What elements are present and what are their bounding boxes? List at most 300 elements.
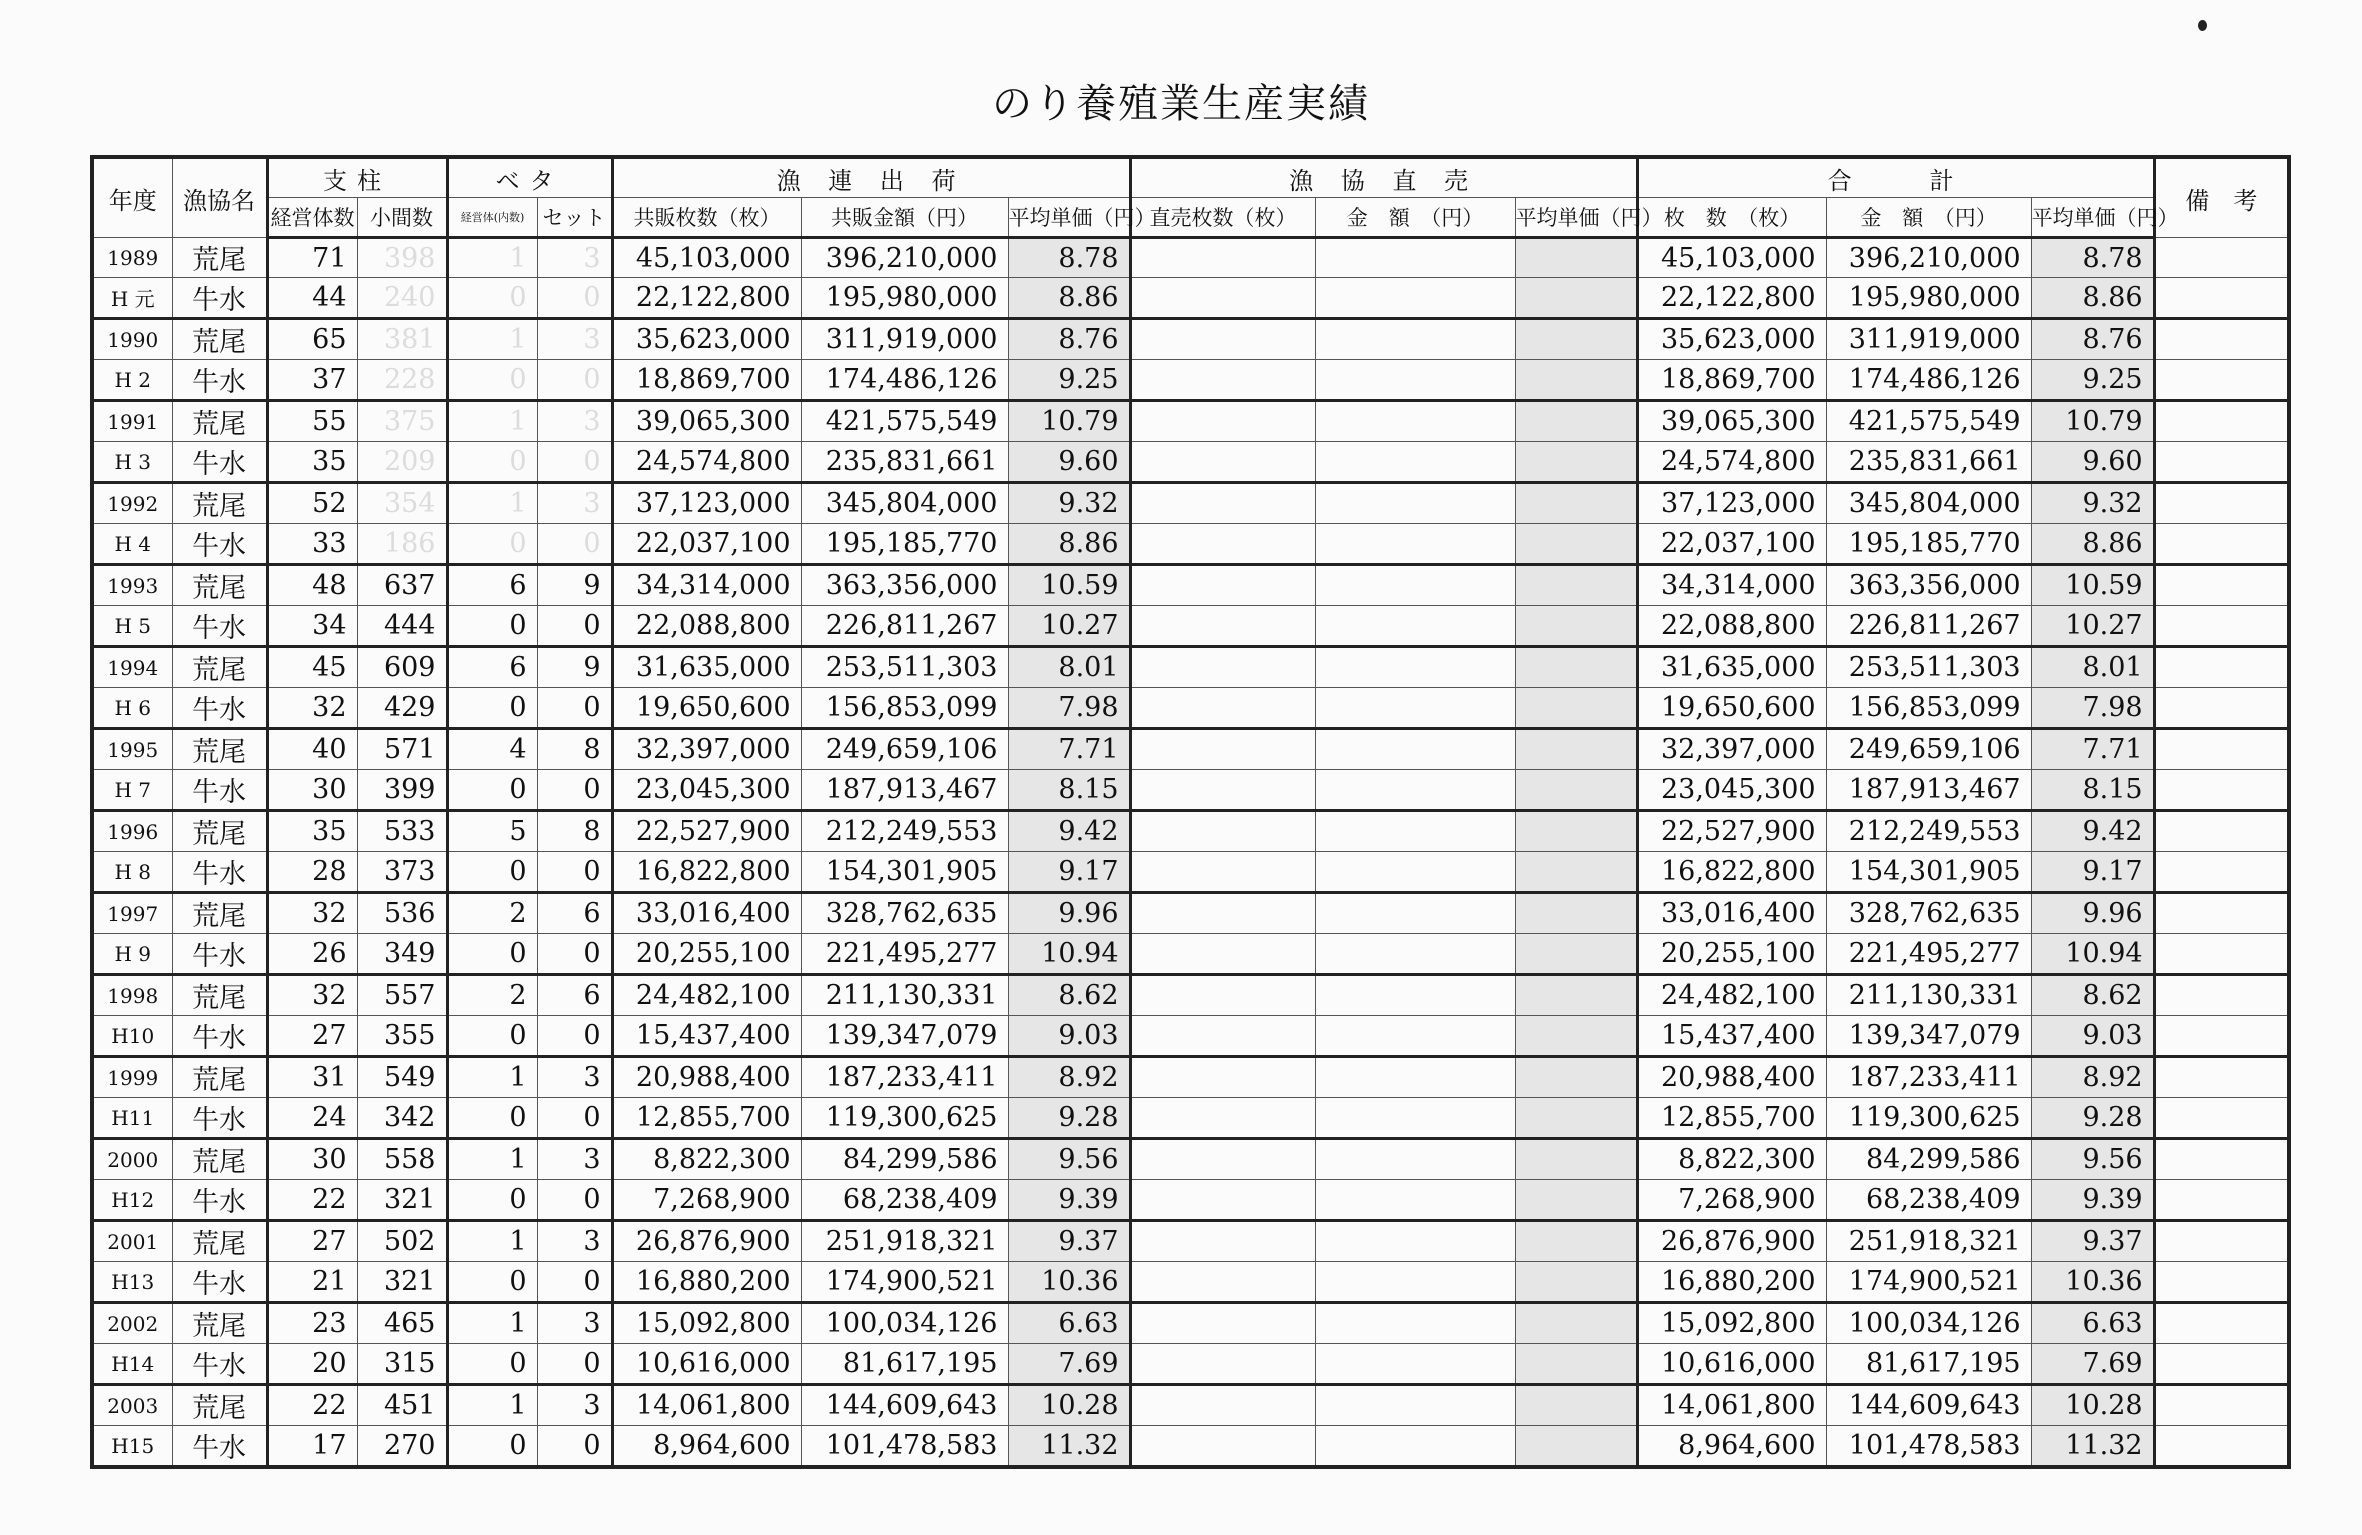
year-cell: H 4 xyxy=(92,524,172,565)
beta-count-cell: 0 xyxy=(447,1344,537,1385)
direct-amount-cell xyxy=(1315,606,1515,647)
beta-set-cell: 6 xyxy=(537,975,612,1016)
pillar-count-cell: 32 xyxy=(267,893,357,934)
pillar-koma-cell: 398 xyxy=(357,238,447,278)
direct-price-cell xyxy=(1515,1303,1637,1344)
gyoren-amount-cell: 212,249,553 xyxy=(801,811,1008,852)
pillar-count-cell: 30 xyxy=(267,1139,357,1180)
header-gyoren-sheets: 共販枚数（枚） xyxy=(612,198,801,238)
beta-set-cell: 3 xyxy=(537,1303,612,1344)
table-row xyxy=(92,1262,2289,1303)
beta-count-cell: 4 xyxy=(447,729,537,770)
gyoren-sheets-cell: 8,822,300 xyxy=(612,1139,801,1180)
table-row xyxy=(92,401,2289,442)
beta-count-cell: 5 xyxy=(447,811,537,852)
direct-sheets-cell xyxy=(1130,893,1315,934)
remarks-cell xyxy=(2154,442,2289,483)
gyoren-price-cell: 9.60 xyxy=(1008,442,1130,483)
year-cell: 1997 xyxy=(92,893,172,934)
header-gyoren: 漁 連 出 荷 xyxy=(612,157,1130,198)
beta-count-cell: 2 xyxy=(447,975,537,1016)
year-cell: H13 xyxy=(92,1262,172,1303)
pillar-count-cell: 35 xyxy=(267,811,357,852)
gyoren-sheets-cell: 22,527,900 xyxy=(612,811,801,852)
table-row xyxy=(92,811,2289,852)
total-amount-cell: 345,804,000 xyxy=(1826,483,2031,524)
pillar-count-cell: 35 xyxy=(267,442,357,483)
header-beta-count: 経営体(内数) xyxy=(447,198,537,238)
beta-count-cell: 0 xyxy=(447,852,537,893)
beta-set-cell: 3 xyxy=(537,483,612,524)
direct-sheets-cell xyxy=(1130,770,1315,811)
year-cell: 1993 xyxy=(92,565,172,606)
direct-sheets-cell xyxy=(1130,278,1315,319)
year-cell: 1995 xyxy=(92,729,172,770)
total-amount-cell: 253,511,303 xyxy=(1826,647,2031,688)
coop-cell: 荒尾 xyxy=(172,811,267,852)
remarks-cell xyxy=(2154,360,2289,401)
total-price-cell: 10.36 xyxy=(2031,1262,2154,1303)
remarks-cell xyxy=(2154,852,2289,893)
beta-count-cell: 1 xyxy=(447,238,537,278)
pillar-koma-cell: 609 xyxy=(357,647,447,688)
pillar-koma-cell: 549 xyxy=(357,1057,447,1098)
gyoren-price-cell: 9.39 xyxy=(1008,1180,1130,1221)
pillar-koma-cell: 321 xyxy=(357,1180,447,1221)
gyoren-price-cell: 10.28 xyxy=(1008,1385,1130,1426)
total-sheets-cell: 22,037,100 xyxy=(1637,524,1826,565)
gyoren-amount-cell: 221,495,277 xyxy=(801,934,1008,975)
beta-set-cell: 3 xyxy=(537,1385,612,1426)
pillar-koma-cell: 533 xyxy=(357,811,447,852)
pillar-koma-cell: 228 xyxy=(357,360,447,401)
total-sheets-cell: 20,988,400 xyxy=(1637,1057,1826,1098)
total-price-cell: 9.25 xyxy=(2031,360,2154,401)
total-amount-cell: 156,853,099 xyxy=(1826,688,2031,729)
total-price-cell: 9.39 xyxy=(2031,1180,2154,1221)
total-price-cell: 8.62 xyxy=(2031,975,2154,1016)
direct-sheets-cell xyxy=(1130,1262,1315,1303)
coop-cell: 牛水 xyxy=(172,278,267,319)
direct-sheets-cell xyxy=(1130,1385,1315,1426)
gyoren-price-cell: 9.25 xyxy=(1008,360,1130,401)
total-amount-cell: 363,356,000 xyxy=(1826,565,2031,606)
direct-amount-cell xyxy=(1315,1139,1515,1180)
gyoren-sheets-cell: 45,103,000 xyxy=(612,238,801,278)
total-price-cell: 8.15 xyxy=(2031,770,2154,811)
direct-price-cell xyxy=(1515,688,1637,729)
gyoren-price-cell: 9.96 xyxy=(1008,893,1130,934)
pillar-count-cell: 44 xyxy=(267,278,357,319)
total-sheets-cell: 10,616,000 xyxy=(1637,1344,1826,1385)
gyoren-price-cell: 11.32 xyxy=(1008,1426,1130,1468)
coop-cell: 荒尾 xyxy=(172,1139,267,1180)
gyoren-amount-cell: 100,034,126 xyxy=(801,1303,1008,1344)
header-coop: 漁協名 xyxy=(172,157,267,238)
direct-amount-cell xyxy=(1315,401,1515,442)
remarks-cell xyxy=(2154,1303,2289,1344)
total-sheets-cell: 7,268,900 xyxy=(1637,1180,1826,1221)
total-amount-cell: 101,478,583 xyxy=(1826,1426,2031,1468)
gyoren-price-cell: 9.32 xyxy=(1008,483,1130,524)
year-cell: H10 xyxy=(92,1016,172,1057)
beta-set-cell: 8 xyxy=(537,811,612,852)
year-cell: H 3 xyxy=(92,442,172,483)
header-beta: ベタ xyxy=(447,157,612,198)
total-sheets-cell: 16,822,800 xyxy=(1637,852,1826,893)
table-row xyxy=(92,1426,2289,1468)
coop-cell: 荒尾 xyxy=(172,483,267,524)
pillar-koma-cell: 373 xyxy=(357,852,447,893)
pillar-count-cell: 37 xyxy=(267,360,357,401)
beta-count-cell: 0 xyxy=(447,770,537,811)
year-cell: 1991 xyxy=(92,401,172,442)
direct-sheets-cell xyxy=(1130,1221,1315,1262)
header-direct: 漁 協 直 売 xyxy=(1130,157,1637,198)
remarks-cell xyxy=(2154,934,2289,975)
direct-amount-cell xyxy=(1315,483,1515,524)
pillar-count-cell: 52 xyxy=(267,483,357,524)
direct-price-cell xyxy=(1515,893,1637,934)
coop-cell: 荒尾 xyxy=(172,401,267,442)
gyoren-price-cell: 7.98 xyxy=(1008,688,1130,729)
beta-count-cell: 0 xyxy=(447,524,537,565)
gyoren-amount-cell: 187,913,467 xyxy=(801,770,1008,811)
pillar-count-cell: 32 xyxy=(267,688,357,729)
total-amount-cell: 251,918,321 xyxy=(1826,1221,2031,1262)
beta-count-cell: 0 xyxy=(447,934,537,975)
direct-price-cell xyxy=(1515,934,1637,975)
direct-price-cell xyxy=(1515,975,1637,1016)
remarks-cell xyxy=(2154,811,2289,852)
beta-count-cell: 0 xyxy=(447,1180,537,1221)
direct-amount-cell xyxy=(1315,278,1515,319)
total-sheets-cell: 39,065,300 xyxy=(1637,401,1826,442)
gyoren-amount-cell: 101,478,583 xyxy=(801,1426,1008,1468)
year-cell: H12 xyxy=(92,1180,172,1221)
total-amount-cell: 100,034,126 xyxy=(1826,1303,2031,1344)
direct-amount-cell xyxy=(1315,934,1515,975)
remarks-cell xyxy=(2154,1139,2289,1180)
coop-cell: 荒尾 xyxy=(172,1303,267,1344)
pillar-count-cell: 45 xyxy=(267,647,357,688)
gyoren-price-cell: 9.17 xyxy=(1008,852,1130,893)
table-row xyxy=(92,647,2289,688)
direct-sheets-cell xyxy=(1130,1303,1315,1344)
gyoren-amount-cell: 251,918,321 xyxy=(801,1221,1008,1262)
direct-amount-cell xyxy=(1315,729,1515,770)
header-pillar-koma: 小間数 xyxy=(357,198,447,238)
year-cell: H15 xyxy=(92,1426,172,1468)
year-cell: H 2 xyxy=(92,360,172,401)
header-remarks: 備 考 xyxy=(2154,157,2289,238)
gyoren-price-cell: 9.42 xyxy=(1008,811,1130,852)
coop-cell: 荒尾 xyxy=(172,647,267,688)
remarks-cell xyxy=(2154,770,2289,811)
coop-cell: 牛水 xyxy=(172,852,267,893)
table-row xyxy=(92,770,2289,811)
beta-set-cell: 9 xyxy=(537,647,612,688)
direct-sheets-cell xyxy=(1130,975,1315,1016)
total-amount-cell: 81,617,195 xyxy=(1826,1344,2031,1385)
direct-amount-cell xyxy=(1315,688,1515,729)
direct-price-cell xyxy=(1515,483,1637,524)
beta-count-cell: 0 xyxy=(447,1262,537,1303)
direct-amount-cell xyxy=(1315,770,1515,811)
gyoren-sheets-cell: 24,574,800 xyxy=(612,442,801,483)
gyoren-sheets-cell: 34,314,000 xyxy=(612,565,801,606)
year-cell: 1992 xyxy=(92,483,172,524)
gyoren-sheets-cell: 20,255,100 xyxy=(612,934,801,975)
coop-cell: 牛水 xyxy=(172,1262,267,1303)
table-row xyxy=(92,278,2289,319)
gyoren-amount-cell: 195,980,000 xyxy=(801,278,1008,319)
header-pillar: 支柱 xyxy=(267,157,447,198)
direct-amount-cell xyxy=(1315,442,1515,483)
total-price-cell: 8.78 xyxy=(2031,238,2154,278)
total-price-cell: 8.86 xyxy=(2031,524,2154,565)
beta-set-cell: 3 xyxy=(537,1221,612,1262)
gyoren-sheets-cell: 31,635,000 xyxy=(612,647,801,688)
beta-count-cell: 0 xyxy=(447,1016,537,1057)
coop-cell: 牛水 xyxy=(172,1016,267,1057)
remarks-cell xyxy=(2154,524,2289,565)
direct-price-cell xyxy=(1515,319,1637,360)
year-cell: 1998 xyxy=(92,975,172,1016)
remarks-cell xyxy=(2154,483,2289,524)
direct-price-cell xyxy=(1515,1344,1637,1385)
pillar-count-cell: 31 xyxy=(267,1057,357,1098)
pillar-koma-cell: 451 xyxy=(357,1385,447,1426)
beta-set-cell: 0 xyxy=(537,1180,612,1221)
beta-set-cell: 0 xyxy=(537,442,612,483)
year-cell: 1999 xyxy=(92,1057,172,1098)
beta-set-cell: 0 xyxy=(537,770,612,811)
beta-set-cell: 0 xyxy=(537,1426,612,1468)
total-price-cell: 9.37 xyxy=(2031,1221,2154,1262)
beta-count-cell: 1 xyxy=(447,1057,537,1098)
total-price-cell: 7.69 xyxy=(2031,1344,2154,1385)
gyoren-sheets-cell: 7,268,900 xyxy=(612,1180,801,1221)
remarks-cell xyxy=(2154,1221,2289,1262)
remarks-cell xyxy=(2154,1180,2289,1221)
total-sheets-cell: 26,876,900 xyxy=(1637,1221,1826,1262)
pillar-count-cell: 65 xyxy=(267,319,357,360)
gyoren-sheets-cell: 18,869,700 xyxy=(612,360,801,401)
direct-sheets-cell xyxy=(1130,524,1315,565)
total-amount-cell: 174,900,521 xyxy=(1826,1262,2031,1303)
gyoren-amount-cell: 345,804,000 xyxy=(801,483,1008,524)
direct-sheets-cell xyxy=(1130,852,1315,893)
direct-amount-cell xyxy=(1315,1385,1515,1426)
total-price-cell: 10.79 xyxy=(2031,401,2154,442)
direct-amount-cell xyxy=(1315,1057,1515,1098)
beta-count-cell: 1 xyxy=(447,1385,537,1426)
direct-amount-cell xyxy=(1315,975,1515,1016)
total-price-cell: 8.86 xyxy=(2031,278,2154,319)
direct-amount-cell xyxy=(1315,238,1515,278)
total-price-cell: 9.96 xyxy=(2031,893,2154,934)
gyoren-price-cell: 10.94 xyxy=(1008,934,1130,975)
direct-amount-cell xyxy=(1315,360,1515,401)
year-cell: H 5 xyxy=(92,606,172,647)
direct-amount-cell xyxy=(1315,524,1515,565)
total-sheets-cell: 24,482,100 xyxy=(1637,975,1826,1016)
remarks-cell xyxy=(2154,1385,2289,1426)
table-row xyxy=(92,1385,2289,1426)
header-direct-sheets: 直売枚数（枚） xyxy=(1130,198,1315,238)
coop-cell: 荒尾 xyxy=(172,565,267,606)
coop-cell: 荒尾 xyxy=(172,975,267,1016)
gyoren-amount-cell: 235,831,661 xyxy=(801,442,1008,483)
total-price-cell: 9.17 xyxy=(2031,852,2154,893)
direct-sheets-cell xyxy=(1130,1139,1315,1180)
gyoren-sheets-cell: 37,123,000 xyxy=(612,483,801,524)
total-price-cell: 8.76 xyxy=(2031,319,2154,360)
total-amount-cell: 396,210,000 xyxy=(1826,238,2031,278)
gyoren-price-cell: 8.15 xyxy=(1008,770,1130,811)
remarks-cell xyxy=(2154,688,2289,729)
pillar-count-cell: 71 xyxy=(267,238,357,278)
direct-price-cell xyxy=(1515,1426,1637,1468)
beta-count-cell: 6 xyxy=(447,565,537,606)
remarks-cell xyxy=(2154,1426,2289,1468)
direct-price-cell xyxy=(1515,811,1637,852)
gyoren-price-cell: 9.03 xyxy=(1008,1016,1130,1057)
direct-sheets-cell xyxy=(1130,1057,1315,1098)
gyoren-sheets-cell: 32,397,000 xyxy=(612,729,801,770)
pillar-count-cell: 33 xyxy=(267,524,357,565)
gyoren-amount-cell: 253,511,303 xyxy=(801,647,1008,688)
header-total-price: 平均単価（円） xyxy=(2031,198,2154,238)
direct-sheets-cell xyxy=(1130,1016,1315,1057)
production-table xyxy=(90,155,2291,1469)
year-cell: H11 xyxy=(92,1098,172,1139)
gyoren-amount-cell: 119,300,625 xyxy=(801,1098,1008,1139)
pillar-koma-cell: 536 xyxy=(357,893,447,934)
remarks-cell xyxy=(2154,401,2289,442)
coop-cell: 牛水 xyxy=(172,934,267,975)
total-sheets-cell: 23,045,300 xyxy=(1637,770,1826,811)
gyoren-price-cell: 10.27 xyxy=(1008,606,1130,647)
total-sheets-cell: 37,123,000 xyxy=(1637,483,1826,524)
total-sheets-cell: 31,635,000 xyxy=(1637,647,1826,688)
total-price-cell: 9.28 xyxy=(2031,1098,2154,1139)
table-row xyxy=(92,1221,2289,1262)
table-row xyxy=(92,1057,2289,1098)
direct-amount-cell xyxy=(1315,852,1515,893)
total-amount-cell: 68,238,409 xyxy=(1826,1180,2031,1221)
coop-cell: 牛水 xyxy=(172,770,267,811)
direct-price-cell xyxy=(1515,647,1637,688)
pillar-koma-cell: 270 xyxy=(357,1426,447,1468)
pillar-count-cell: 22 xyxy=(267,1180,357,1221)
total-sheets-cell: 12,855,700 xyxy=(1637,1098,1826,1139)
direct-price-cell xyxy=(1515,524,1637,565)
coop-cell: 牛水 xyxy=(172,524,267,565)
pillar-count-cell: 28 xyxy=(267,852,357,893)
beta-set-cell: 3 xyxy=(537,1139,612,1180)
beta-set-cell: 9 xyxy=(537,565,612,606)
coop-cell: 牛水 xyxy=(172,1180,267,1221)
gyoren-amount-cell: 396,210,000 xyxy=(801,238,1008,278)
page-title: のり養殖業生産実績 xyxy=(992,81,1370,127)
coop-cell: 牛水 xyxy=(172,1344,267,1385)
beta-set-cell: 0 xyxy=(537,1098,612,1139)
gyoren-amount-cell: 187,233,411 xyxy=(801,1057,1008,1098)
gyoren-price-cell: 10.36 xyxy=(1008,1262,1130,1303)
total-price-cell: 6.63 xyxy=(2031,1303,2154,1344)
year-cell: 2001 xyxy=(92,1221,172,1262)
year-cell: 1994 xyxy=(92,647,172,688)
table-row xyxy=(92,319,2289,360)
year-cell: 1996 xyxy=(92,811,172,852)
total-sheets-cell: 8,964,600 xyxy=(1637,1426,1826,1468)
total-amount-cell: 154,301,905 xyxy=(1826,852,2031,893)
table-row xyxy=(92,934,2289,975)
gyoren-amount-cell: 144,609,643 xyxy=(801,1385,1008,1426)
total-amount-cell: 212,249,553 xyxy=(1826,811,2031,852)
pillar-koma-cell: 209 xyxy=(357,442,447,483)
total-amount-cell: 235,831,661 xyxy=(1826,442,2031,483)
table-row xyxy=(92,442,2289,483)
pillar-koma-cell: 315 xyxy=(357,1344,447,1385)
total-sheets-cell: 22,527,900 xyxy=(1637,811,1826,852)
gyoren-amount-cell: 328,762,635 xyxy=(801,893,1008,934)
gyoren-price-cell: 7.69 xyxy=(1008,1344,1130,1385)
remarks-cell xyxy=(2154,565,2289,606)
pillar-count-cell: 26 xyxy=(267,934,357,975)
pillar-count-cell: 23 xyxy=(267,1303,357,1344)
gyoren-amount-cell: 139,347,079 xyxy=(801,1016,1008,1057)
total-amount-cell: 139,347,079 xyxy=(1826,1016,2031,1057)
gyoren-sheets-cell: 24,482,100 xyxy=(612,975,801,1016)
gyoren-sheets-cell: 16,880,200 xyxy=(612,1262,801,1303)
direct-price-cell xyxy=(1515,1098,1637,1139)
gyoren-amount-cell: 311,919,000 xyxy=(801,319,1008,360)
total-price-cell: 8.01 xyxy=(2031,647,2154,688)
total-sheets-cell: 45,103,000 xyxy=(1637,238,1826,278)
remarks-cell xyxy=(2154,1344,2289,1385)
beta-count-cell: 2 xyxy=(447,893,537,934)
gyoren-price-cell: 6.63 xyxy=(1008,1303,1130,1344)
total-amount-cell: 84,299,586 xyxy=(1826,1139,2031,1180)
direct-price-cell xyxy=(1515,1016,1637,1057)
coop-cell: 牛水 xyxy=(172,360,267,401)
gyoren-amount-cell: 363,356,000 xyxy=(801,565,1008,606)
coop-cell: 牛水 xyxy=(172,606,267,647)
gyoren-price-cell: 8.86 xyxy=(1008,524,1130,565)
total-sheets-cell: 18,869,700 xyxy=(1637,360,1826,401)
gyoren-sheets-cell: 10,616,000 xyxy=(612,1344,801,1385)
direct-price-cell xyxy=(1515,278,1637,319)
direct-amount-cell xyxy=(1315,1016,1515,1057)
total-price-cell: 9.32 xyxy=(2031,483,2154,524)
pillar-koma-cell: 429 xyxy=(357,688,447,729)
beta-set-cell: 0 xyxy=(537,688,612,729)
gyoren-sheets-cell: 15,437,400 xyxy=(612,1016,801,1057)
gyoren-price-cell: 8.76 xyxy=(1008,319,1130,360)
pillar-koma-cell: 355 xyxy=(357,1016,447,1057)
direct-amount-cell xyxy=(1315,1426,1515,1468)
total-price-cell: 9.60 xyxy=(2031,442,2154,483)
total-sheets-cell: 34,314,000 xyxy=(1637,565,1826,606)
gyoren-sheets-cell: 23,045,300 xyxy=(612,770,801,811)
coop-cell: 荒尾 xyxy=(172,319,267,360)
pillar-count-cell: 20 xyxy=(267,1344,357,1385)
remarks-cell xyxy=(2154,238,2289,278)
header-beta-set: セット xyxy=(537,198,612,238)
